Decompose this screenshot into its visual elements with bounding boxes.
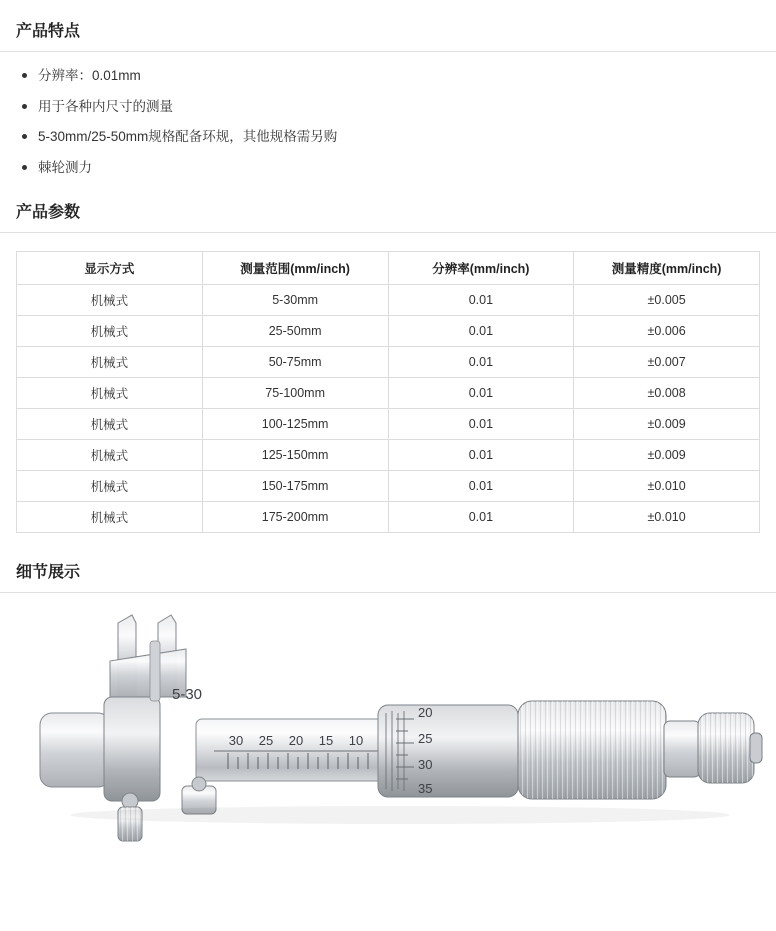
cell-range: 100-125mm — [202, 409, 388, 440]
cell-accuracy: ±0.008 — [574, 378, 760, 409]
features-list — [0, 66, 776, 177]
sleeve-number: 25 — [258, 733, 274, 749]
detail-section — [0, 559, 776, 931]
cell-range: 125-150mm — [202, 440, 388, 471]
thimble-number: 35 — [418, 781, 433, 797]
cell-range: 75-100mm — [202, 378, 388, 409]
cell-resolution: 0.01 — [388, 440, 574, 471]
cell-display-type: 机械式 — [17, 285, 203, 316]
table-row — [17, 347, 760, 378]
params-section-title: 产品参数 — [16, 204, 81, 222]
cell-display-type: 机械式 — [17, 409, 203, 440]
table-header-row — [17, 252, 760, 285]
cell-display-type: 机械式 — [17, 316, 203, 347]
list-item: 用于各种内尺寸的测量 — [22, 97, 776, 117]
params-divider — [0, 232, 776, 233]
detail-section-title: 细节展示 — [16, 564, 81, 582]
table-row — [17, 316, 760, 347]
cell-resolution: 0.01 — [388, 502, 574, 533]
cell-display-type: 机械式 — [17, 378, 203, 409]
column-header-resolution: 分辨率(mm/inch) — [388, 252, 574, 285]
table-row — [17, 378, 760, 409]
thimble-number: 20 — [418, 705, 433, 721]
table-row — [17, 285, 760, 316]
range-label: 5-30 — [172, 686, 203, 704]
sleeve-number: 30 — [228, 733, 244, 749]
cell-resolution: 0.01 — [388, 409, 574, 440]
column-header-accuracy: 测量精度(mm/inch) — [574, 252, 760, 285]
cell-accuracy: ±0.006 — [574, 316, 760, 347]
sleeve-number: 20 — [288, 733, 304, 749]
column-header-range: 测量范围(mm/inch) — [202, 252, 388, 285]
cell-display-type: 机械式 — [17, 347, 203, 378]
cell-resolution: 0.01 — [388, 471, 574, 502]
cell-range: 50-75mm — [202, 347, 388, 378]
list-item: 5-30mm/25-50mm规格配备环规，其他规格需另购 — [22, 127, 776, 147]
cell-resolution: 0.01 — [388, 347, 574, 378]
list-item: 分辨率：0.01mm — [22, 66, 776, 86]
spec-table — [16, 251, 760, 533]
cell-accuracy: ±0.009 — [574, 440, 760, 471]
cell-accuracy: ±0.010 — [574, 471, 760, 502]
detail-divider — [0, 592, 776, 593]
features-section-title: 产品特点 — [16, 23, 81, 40]
table-row — [17, 440, 760, 471]
cell-accuracy: ±0.009 — [574, 409, 760, 440]
table-row — [17, 502, 760, 533]
cell-resolution: 0.01 — [388, 316, 574, 347]
list-item: 棘轮测力 — [22, 158, 776, 178]
product-photo — [0, 601, 776, 931]
thimble-number: 25 — [418, 731, 433, 747]
cell-accuracy: ±0.010 — [574, 502, 760, 533]
cell-display-type: 机械式 — [17, 471, 203, 502]
table-row — [17, 471, 760, 502]
cell-accuracy: ±0.005 — [574, 285, 760, 316]
inside-micrometer-illustration — [0, 601, 776, 931]
column-header-display-type: 显示方式 — [17, 252, 203, 285]
cell-range: 150-175mm — [202, 471, 388, 502]
sleeve-number: 10 — [348, 733, 364, 749]
cell-accuracy: ±0.007 — [574, 347, 760, 378]
sleeve-number: 15 — [318, 733, 334, 749]
table-row — [17, 409, 760, 440]
cell-resolution: 0.01 — [388, 285, 574, 316]
params-section — [0, 199, 776, 533]
thimble-number: 30 — [418, 757, 433, 773]
cell-display-type: 机械式 — [17, 440, 203, 471]
cell-display-type: 机械式 — [17, 502, 203, 533]
cell-range: 175-200mm — [202, 502, 388, 533]
features-divider — [0, 51, 776, 52]
cell-range: 5-30mm — [202, 285, 388, 316]
cell-range: 25-50mm — [202, 316, 388, 347]
cell-resolution: 0.01 — [388, 378, 574, 409]
